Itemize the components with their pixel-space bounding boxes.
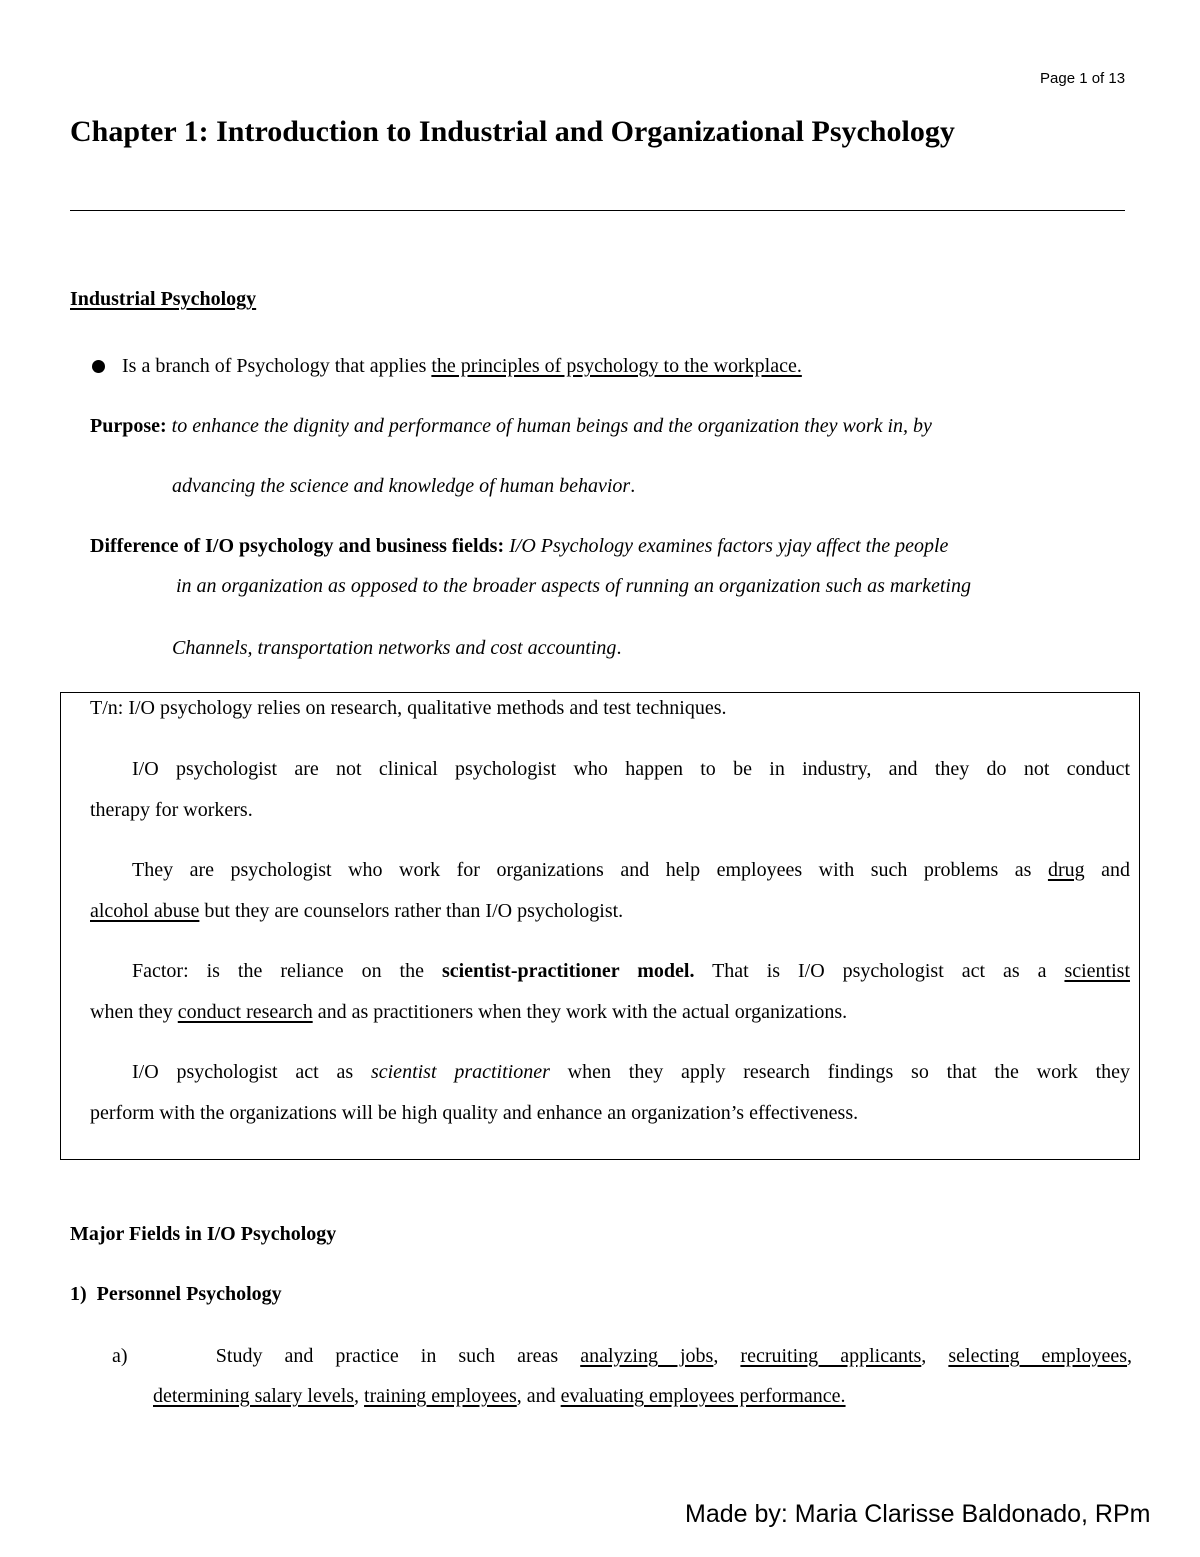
difference-line-3 bbox=[172, 628, 621, 668]
footer-author: Made by: Maria Clarisse Baldonado, RPm bbox=[685, 1500, 1151, 1528]
bullet-icon bbox=[92, 360, 105, 373]
scientist-practitioner-italic: scientist practitioner bbox=[370, 1061, 550, 1083]
note-line-5 bbox=[90, 891, 1130, 931]
comma: , bbox=[713, 1345, 719, 1367]
note-text-5: but they are counselors rather than I/O psychologist. bbox=[199, 900, 624, 922]
comma: , bbox=[354, 1385, 360, 1407]
purpose-period: . bbox=[630, 475, 636, 497]
scientist-practitioner-model: scientist-practitioner model. bbox=[441, 960, 695, 982]
difference-label: Difference of I/O psychology and business fields: bbox=[90, 535, 505, 557]
drug-underlined: drug bbox=[1047, 859, 1085, 881]
note-line-4 bbox=[90, 850, 1130, 890]
and-text: , and bbox=[516, 1385, 561, 1407]
alcohol-abuse-underlined: alcohol abuse bbox=[90, 900, 200, 922]
evaluating-employees-performance: evaluating employees performance. bbox=[560, 1385, 846, 1407]
note-text-8: I/O psychologist act as bbox=[132, 1061, 371, 1083]
industrial-psychology-heading: Industrial Psychology bbox=[70, 288, 257, 310]
purpose-text-continued: advancing the science and knowledge of human behavior bbox=[172, 475, 631, 497]
note-line-7 bbox=[90, 992, 1130, 1032]
definition-bullet bbox=[122, 346, 802, 386]
chapter-title: Chapter 1: Introduction to Industrial and Organizational Psychology bbox=[70, 115, 955, 148]
note-line-1: T/n: I/O psychology relies on research, qualitative methods and test techniques. bbox=[90, 697, 727, 719]
recruiting-applicants: recruiting applicants bbox=[740, 1345, 922, 1367]
note-text-6b: That is I/O psychologist act as a bbox=[694, 960, 1065, 982]
subitem-letter: a) bbox=[112, 1345, 128, 1367]
note-line-8 bbox=[90, 1052, 1130, 1092]
difference-line-2 bbox=[176, 566, 971, 606]
page-number: Page 1 of 13 bbox=[1040, 70, 1126, 87]
difference-line bbox=[90, 526, 948, 566]
difference-text-3: Channels, transportation networks and cost accounting bbox=[172, 637, 617, 659]
personnel-subitem-a-continued bbox=[153, 1376, 846, 1416]
subitem-text: Study and practice in such areas bbox=[215, 1345, 581, 1367]
note-line-2 bbox=[90, 749, 1130, 789]
selecting-employees: selecting employees bbox=[948, 1345, 1128, 1367]
definition-text: Is a branch of Psychology that applies bbox=[122, 355, 432, 377]
note-text-4: They are psychologist who work for organizations and help employees with such problems as bbox=[132, 859, 1048, 881]
purpose-label: Purpose: bbox=[90, 415, 167, 437]
title-divider bbox=[70, 210, 1125, 211]
comma: , bbox=[1127, 1345, 1133, 1367]
note-text-8b: when they apply research findings so that the work they bbox=[549, 1061, 1131, 1083]
difference-text-2: in an organization as opposed to the broader aspects of running an organization such as marketing bbox=[176, 575, 971, 597]
difference-text: I/O Psychology examines factors yjay affect the people bbox=[509, 535, 949, 557]
difference-period: . bbox=[616, 637, 622, 659]
major-fields-heading: Major Fields in I/O Psychology bbox=[70, 1223, 337, 1245]
note-text-7: when they bbox=[90, 1001, 178, 1023]
definition-underlined: the principles of psychology to the workplace. bbox=[431, 355, 802, 377]
note-text-4b: and bbox=[1084, 859, 1130, 881]
conduct-research-underlined: conduct research bbox=[177, 1001, 313, 1023]
training-employees: training employees bbox=[364, 1385, 517, 1407]
personnel-subitem-a bbox=[112, 1336, 1132, 1376]
purpose-line bbox=[90, 406, 932, 446]
note-text-6: Factor: is the reliance on the bbox=[132, 960, 442, 982]
note-line-9: perform with the organizations will be high quality and enhance an organization’s effectiveness. bbox=[90, 1102, 859, 1124]
determining-salary-levels: determining salary levels bbox=[153, 1385, 355, 1407]
analyzing-jobs: analyzing jobs bbox=[580, 1345, 714, 1367]
note-line-6 bbox=[90, 951, 1130, 991]
purpose-line-continued bbox=[172, 466, 635, 506]
comma: , bbox=[921, 1345, 927, 1367]
item-number: 1) bbox=[70, 1283, 87, 1305]
purpose-text: to enhance the dignity and performance of human beings and the organization they work in, by bbox=[171, 415, 932, 437]
item-title: Personnel Psychology bbox=[96, 1283, 282, 1305]
note-line-3: therapy for workers. bbox=[90, 799, 253, 821]
scientist-underlined: scientist bbox=[1064, 960, 1130, 982]
personnel-psychology-heading bbox=[70, 1274, 282, 1314]
note-text-2: I/O psychologist are not clinical psychologist who happen to be in industry, and they do not conduct bbox=[132, 758, 1130, 780]
note-text-7b: and as practitioners when they work with the actual organizations. bbox=[312, 1001, 848, 1023]
